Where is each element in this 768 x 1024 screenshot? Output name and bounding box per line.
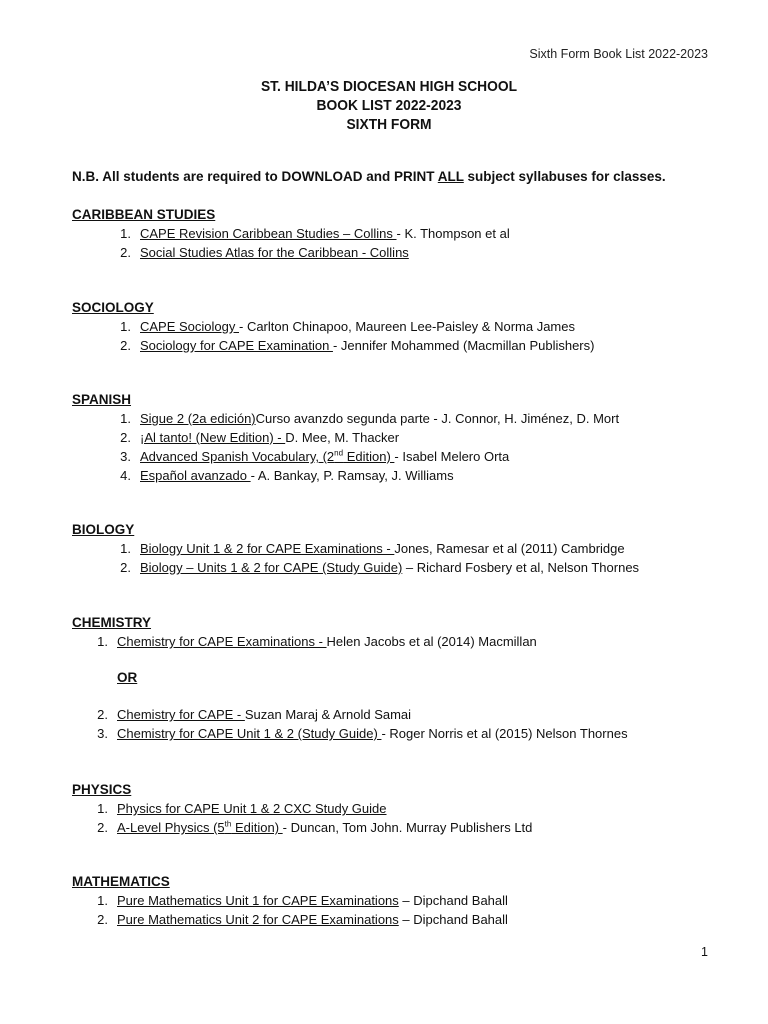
item-number: 2.	[97, 820, 108, 835]
item-number: 3.	[120, 449, 131, 464]
section-heading: SPANISH	[72, 392, 132, 407]
section-spanish	[72, 390, 712, 485]
book-title-end: Edition)	[231, 820, 283, 835]
book-details: – Dipchand Bahall	[398, 912, 508, 927]
item-number: 3.	[97, 726, 108, 741]
list-item	[72, 705, 712, 724]
book-details: Suzan Maraj & Arnold Samai	[244, 707, 412, 722]
list-item	[72, 466, 712, 485]
item-number: 2.	[120, 245, 131, 260]
list-item	[72, 409, 712, 428]
list-item	[72, 539, 712, 558]
page-number: 1	[701, 945, 708, 959]
section-heading: CARIBBEAN STUDIES	[72, 207, 216, 222]
book-title: ¡Al tanto! (New Edition) -	[140, 430, 286, 445]
list-item	[72, 799, 712, 818]
book-title	[140, 449, 394, 464]
item-number: 2.	[97, 912, 108, 927]
item-number: 1.	[120, 319, 131, 334]
book-title	[117, 820, 283, 835]
list-item	[72, 910, 712, 929]
section-physics	[72, 780, 712, 837]
book-title: Pure Mathematics Unit 2 for CAPE Examinations	[117, 912, 399, 927]
book-details: D. Mee, M. Thacker	[285, 430, 400, 445]
book-title: Sigue 2 (2a edición)	[140, 411, 256, 426]
notice-text-end: subject syllabuses for classes.	[463, 169, 666, 184]
book-details: - Isabel Melero Orta	[394, 449, 510, 464]
item-number: 1.	[120, 226, 131, 241]
document-title	[31, 77, 747, 134]
list-item	[72, 428, 712, 447]
list-item	[72, 891, 712, 910]
section-heading: PHYSICS	[72, 782, 132, 797]
book-details: Curso avanzdo segunda parte - J. Connor, H. Jiménez, D. Mort	[255, 411, 620, 426]
book-title: Chemistry for CAPE Unit 1 & 2 (Study Guide)	[117, 726, 382, 741]
list-item	[72, 317, 712, 336]
book-title: Physics for CAPE Unit 1 & 2 CXC Study Guide	[117, 801, 387, 816]
list-item	[72, 558, 712, 577]
list-item	[72, 632, 712, 651]
section-mathematics	[72, 872, 712, 929]
book-title-text: Advanced Spanish Vocabulary, (2	[140, 449, 335, 464]
book-details: Jones, Ramesar et al (2011) Cambridge	[394, 541, 625, 556]
book-details: - K. Thompson et al	[396, 226, 510, 241]
item-number: 2.	[120, 430, 131, 445]
book-title-end: Edition)	[343, 449, 395, 464]
section-sociology	[72, 298, 712, 355]
book-title: Sociology for CAPE Examination	[140, 338, 333, 353]
list-item	[72, 336, 712, 355]
section-biology	[72, 520, 712, 577]
book-title-text: A-Level Physics (5	[117, 820, 225, 835]
book-details: - Jennifer Mohammed (Macmillan Publishers)	[332, 338, 595, 353]
list-item	[72, 224, 712, 243]
form-level: SIXTH FORM	[346, 116, 432, 133]
book-title: Chemistry for CAPE Examinations -	[117, 634, 327, 649]
section-chemistry	[72, 613, 712, 651]
list-item	[72, 818, 712, 837]
item-number: 2.	[120, 560, 131, 575]
school-name: ST. HILDA’S DIOCESAN HIGH SCHOOL	[260, 78, 518, 95]
list-item	[72, 447, 712, 466]
section-chemistry-alternatives	[72, 705, 712, 743]
section-caribbean-studies	[72, 205, 712, 262]
book-title: Social Studies Atlas for the Caribbean - Collins	[140, 245, 409, 260]
book-details: - Duncan, Tom John. Murray Publishers Ltd	[282, 820, 533, 835]
item-number: 1.	[97, 634, 108, 649]
book-title: Biology Unit 1 & 2 for CAPE Examinations -	[140, 541, 395, 556]
item-number: 1.	[97, 893, 108, 908]
item-number: 1.	[120, 411, 131, 426]
item-number: 1.	[97, 801, 108, 816]
download-notice	[72, 169, 666, 184]
list-item	[72, 724, 712, 743]
book-title: Pure Mathematics Unit 1 for CAPE Examinations	[117, 893, 399, 908]
ordinal-suffix: nd	[334, 448, 344, 458]
section-heading: MATHEMATICS	[72, 874, 170, 889]
or-separator: OR	[117, 670, 138, 685]
book-details: – Dipchand Bahall	[398, 893, 508, 908]
book-details: - A. Bankay, P. Ramsay, J. Williams	[250, 468, 454, 483]
book-details: Helen Jacobs et al (2014) Macmillan	[326, 634, 537, 649]
book-list-year: BOOK LIST 2022-2023	[316, 97, 462, 114]
book-title: CAPE Sociology	[140, 319, 239, 334]
book-details: - Carlton Chinapoo, Maureen Lee-Paisley & Norma James	[239, 319, 575, 334]
item-number: 2.	[120, 338, 131, 353]
book-title: Español avanzado	[140, 468, 251, 483]
running-header: Sixth Form Book List 2022-2023	[529, 47, 708, 61]
item-number: 4.	[120, 468, 131, 483]
item-number: 1.	[120, 541, 131, 556]
book-title: Chemistry for CAPE -	[117, 707, 245, 722]
book-title: Biology – Units 1 & 2 for CAPE (Study Guide)	[140, 560, 403, 575]
section-heading: CHEMISTRY	[72, 615, 152, 630]
notice-text-start: N.B. All students are required to DOWNLOAD and PRINT	[72, 169, 438, 184]
book-details: – Richard Fosbery et al, Nelson Thornes	[402, 560, 640, 575]
book-title: CAPE Revision Caribbean Studies – Collins	[140, 226, 397, 241]
item-number: 2.	[97, 707, 108, 722]
ordinal-suffix: th	[224, 819, 232, 829]
list-item	[72, 243, 712, 262]
section-heading: SOCIOLOGY	[72, 300, 154, 315]
book-details: - Roger Norris et al (2015) Nelson Thornes	[381, 726, 628, 741]
notice-emphasis: ALL	[437, 169, 464, 184]
section-heading: BIOLOGY	[72, 522, 135, 537]
